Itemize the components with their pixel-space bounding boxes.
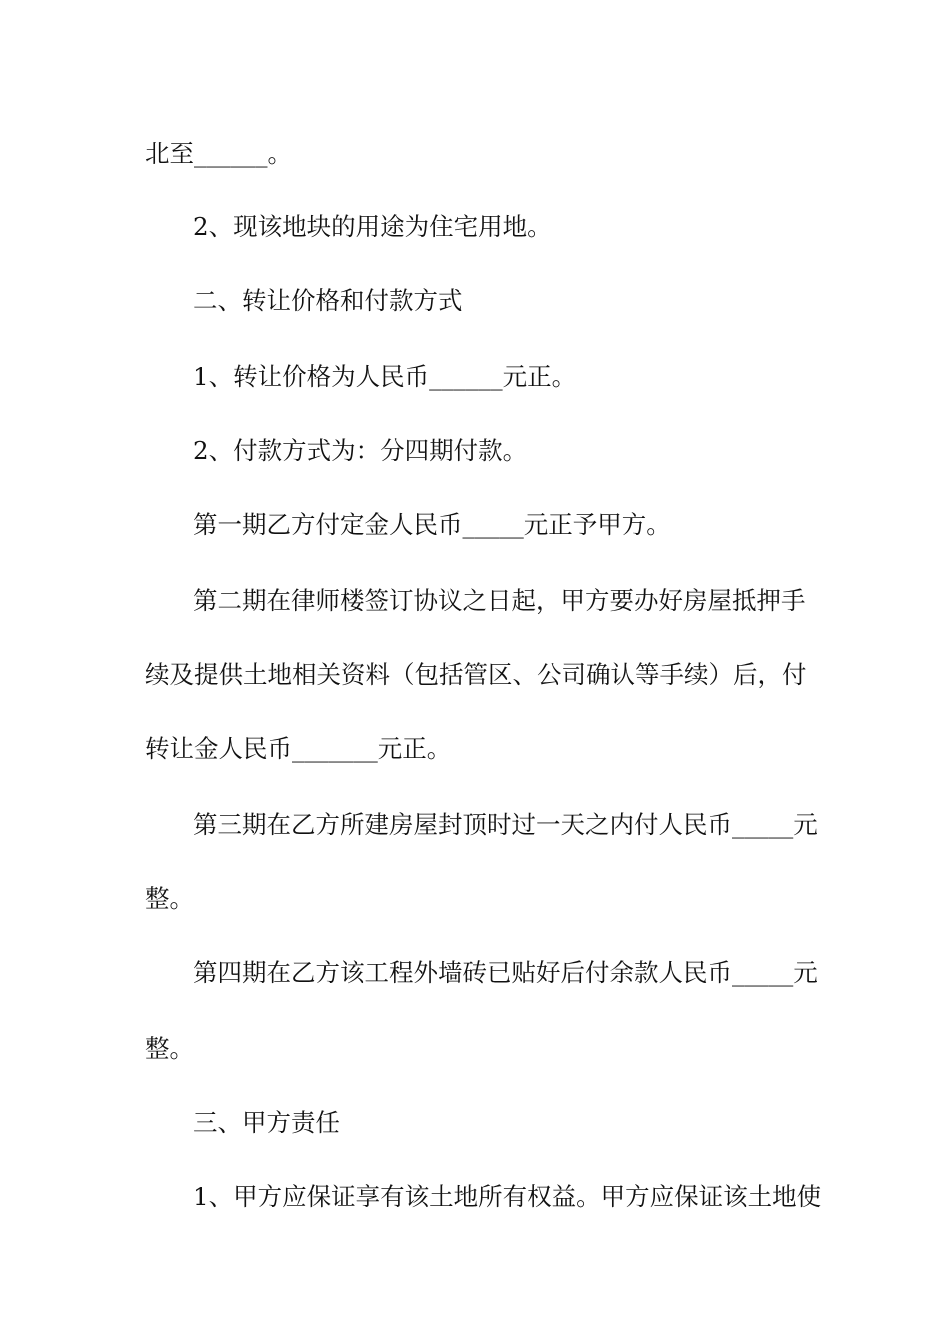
text-line-installment-3-part1: 第三期在乙方所建房屋封顶时过一天之内付人民币_____元: [193, 810, 818, 839]
text-line-north-boundary: 北至______。: [145, 139, 292, 168]
text-line-installment-2-part3: 转让金人民币_______元正。: [145, 734, 452, 763]
section-heading-price-payment: 二、转让价格和付款方式: [193, 286, 463, 315]
text-line-installment-2-part1: 第二期在律师楼签订协议之日起，甲方要办好房屋抵押手: [193, 586, 806, 615]
text-line-installment-1: 第一期乙方付定金人民币_____元正予甲方。: [193, 510, 671, 539]
text-line-land-use: 2、现该地块的用途为住宅用地。: [193, 212, 552, 241]
text-line-payment-method: 2、付款方式为：分四期付款。: [193, 436, 528, 465]
section-heading-party-a-duties: 三、甲方责任: [193, 1108, 340, 1137]
text-line-party-a-duty-1: 1、甲方应保证享有该土地所有权益。甲方应保证该土地使: [193, 1182, 822, 1211]
text-line-installment-3-part2: 整。: [145, 884, 194, 913]
text-line-installment-4-part1: 第四期在乙方该工程外墙砖已贴好后付余款人民币_____元: [193, 958, 818, 987]
text-line-installment-2-part2: 续及提供土地相关资料（包括管区、公司确认等手续）后，付: [145, 660, 807, 689]
text-line-transfer-price: 1、转让价格为人民币______元正。: [193, 362, 577, 391]
text-line-installment-4-part2: 整。: [145, 1034, 194, 1063]
